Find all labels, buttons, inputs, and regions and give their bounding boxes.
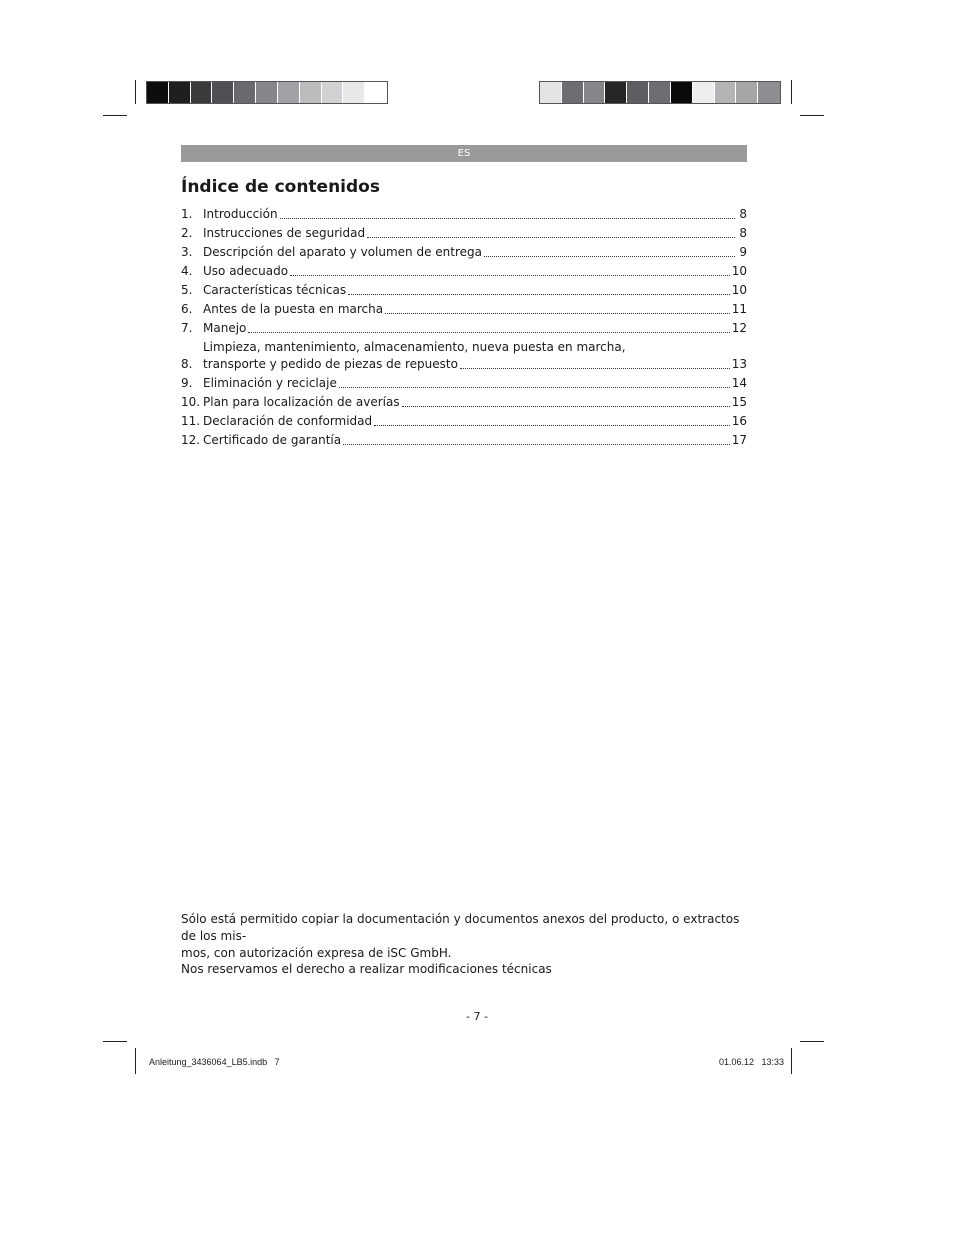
toc-entry-title: Eliminación y reciclaje	[203, 376, 337, 390]
toc-entry-number: 6.	[181, 302, 193, 316]
color-swatch	[365, 82, 387, 103]
toc-dot-leader	[280, 218, 735, 219]
toc-entry-page: 15	[731, 395, 747, 409]
toc-entry[interactable]	[181, 337, 747, 373]
toc-entry[interactable]	[181, 280, 747, 299]
color-swatch	[649, 82, 671, 103]
toc-dot-leader	[460, 368, 730, 369]
crop-mark	[791, 80, 792, 104]
toc-entry[interactable]	[181, 223, 747, 242]
toc-entry-number: 1.	[181, 207, 193, 221]
color-swatch	[758, 82, 780, 103]
toc-entry-number: 4.	[181, 264, 193, 278]
color-swatch	[736, 82, 758, 103]
toc-entry-title: Certificado de garantía	[203, 433, 342, 447]
color-swatch	[322, 82, 344, 103]
color-swatch	[540, 82, 562, 103]
toc-dot-leader	[367, 237, 735, 238]
crop-mark	[103, 115, 127, 116]
toc-entry-title: Introducción	[203, 207, 278, 221]
toc-entry-page: 10	[731, 283, 747, 297]
toc-entry-page: 8	[739, 207, 747, 221]
toc-dot-leader	[385, 313, 730, 314]
color-swatch	[693, 82, 715, 103]
toc-entry-number: 12.	[181, 433, 201, 447]
toc-entry-page: 14	[731, 376, 747, 390]
color-swatch	[562, 82, 584, 103]
toc-entry-title: Instrucciones de seguridad	[203, 226, 366, 240]
toc-entry-title: Limpieza, mantenimiento, almacenamiento, nueva puesta en marcha,	[203, 340, 626, 354]
toc-entry-number: 5.	[181, 283, 193, 297]
table-of-contents	[181, 204, 747, 449]
toc-entry[interactable]	[181, 392, 747, 411]
color-swatch	[234, 82, 256, 103]
toc-entry-number: 7.	[181, 321, 193, 335]
toc-entry-page: 11	[731, 302, 747, 316]
toc-dot-leader	[348, 294, 730, 295]
color-swatch	[147, 82, 169, 103]
toc-entry[interactable]	[181, 242, 747, 261]
toc-entry[interactable]	[181, 261, 747, 280]
toc-entry[interactable]	[181, 411, 747, 430]
technical-changes-notice: Nos reservamos el derecho a realizar modificaciones técnicas	[181, 962, 552, 976]
toc-dot-leader	[484, 256, 735, 257]
crop-mark	[800, 1041, 824, 1042]
color-swatch	[715, 82, 737, 103]
color-swatch	[212, 82, 234, 103]
color-swatch	[300, 82, 322, 103]
toc-entry[interactable]	[181, 299, 747, 318]
toc-entry-title: Plan para localización de averías	[203, 395, 400, 409]
toc-dot-leader	[290, 275, 730, 276]
toc-entry-title: Descripción del aparato y volumen de entrega	[203, 245, 482, 259]
crop-mark	[800, 115, 824, 116]
toc-entry-number: 9.	[181, 376, 193, 390]
page-number: - 7 -	[466, 1010, 488, 1023]
crop-mark	[135, 1048, 136, 1074]
toc-entry-number: 11.	[181, 414, 201, 428]
toc-entry-number: 10.	[181, 395, 201, 409]
toc-entry-title: Características técnicas	[203, 283, 347, 297]
color-swatch	[343, 82, 365, 103]
toc-entry-title: Declaración de conformidad	[203, 414, 373, 428]
toc-entry-number: 8.	[181, 357, 193, 371]
color-swatch	[169, 82, 191, 103]
crop-mark	[103, 1041, 127, 1042]
toc-dot-leader	[374, 425, 730, 426]
color-calibration-bar-left	[146, 81, 388, 104]
toc-entry-page: 13	[731, 357, 747, 371]
crop-mark	[135, 80, 136, 104]
color-calibration-bar-right	[539, 81, 781, 104]
copyright-notice-line: Sólo está permitido copiar la documentación y documentos anexos del producto, o extractos de los mis-	[181, 912, 740, 943]
toc-dot-leader	[248, 332, 729, 333]
footer-datetime: 01.06.12 13:33	[718, 1057, 784, 1067]
toc-entry[interactable]	[181, 430, 747, 449]
color-swatch	[584, 82, 606, 103]
color-swatch	[278, 82, 300, 103]
color-swatch	[191, 82, 213, 103]
crop-mark	[791, 1048, 792, 1074]
toc-entry-page: 9	[739, 245, 747, 259]
toc-entry-number: 2.	[181, 226, 193, 240]
copyright-notice	[181, 911, 747, 962]
color-swatch	[627, 82, 649, 103]
toc-entry-page: 12	[731, 321, 747, 335]
toc-entry-page: 10	[731, 264, 747, 278]
page-title: Índice de contenidos	[181, 177, 380, 197]
color-swatch	[671, 82, 693, 103]
toc-entry-number: 3.	[181, 245, 193, 259]
toc-entry-title: Uso adecuado	[203, 264, 289, 278]
copyright-notice-line: mos, con autorización expresa de iSC GmbH.	[181, 946, 452, 960]
toc-dot-leader	[402, 406, 730, 407]
toc-entry-page: 17	[731, 433, 747, 447]
toc-entry[interactable]	[181, 204, 747, 223]
toc-entry-title: transporte y pedido de piezas de repuesto	[203, 357, 458, 371]
toc-dot-leader	[339, 387, 730, 388]
color-swatch	[256, 82, 278, 103]
color-swatch	[605, 82, 627, 103]
toc-entry-title: Antes de la puesta en marcha	[203, 302, 384, 316]
footer-filename: Anleitung_3436064_LB5.indb 7	[149, 1057, 280, 1067]
toc-entry[interactable]	[181, 373, 747, 392]
toc-entry[interactable]	[181, 318, 747, 337]
toc-entry-title: Manejo	[203, 321, 247, 335]
toc-entry-page: 8	[739, 226, 747, 240]
toc-dot-leader	[343, 444, 730, 445]
language-tab: ES	[181, 145, 747, 162]
toc-entry-page: 16	[731, 414, 747, 428]
